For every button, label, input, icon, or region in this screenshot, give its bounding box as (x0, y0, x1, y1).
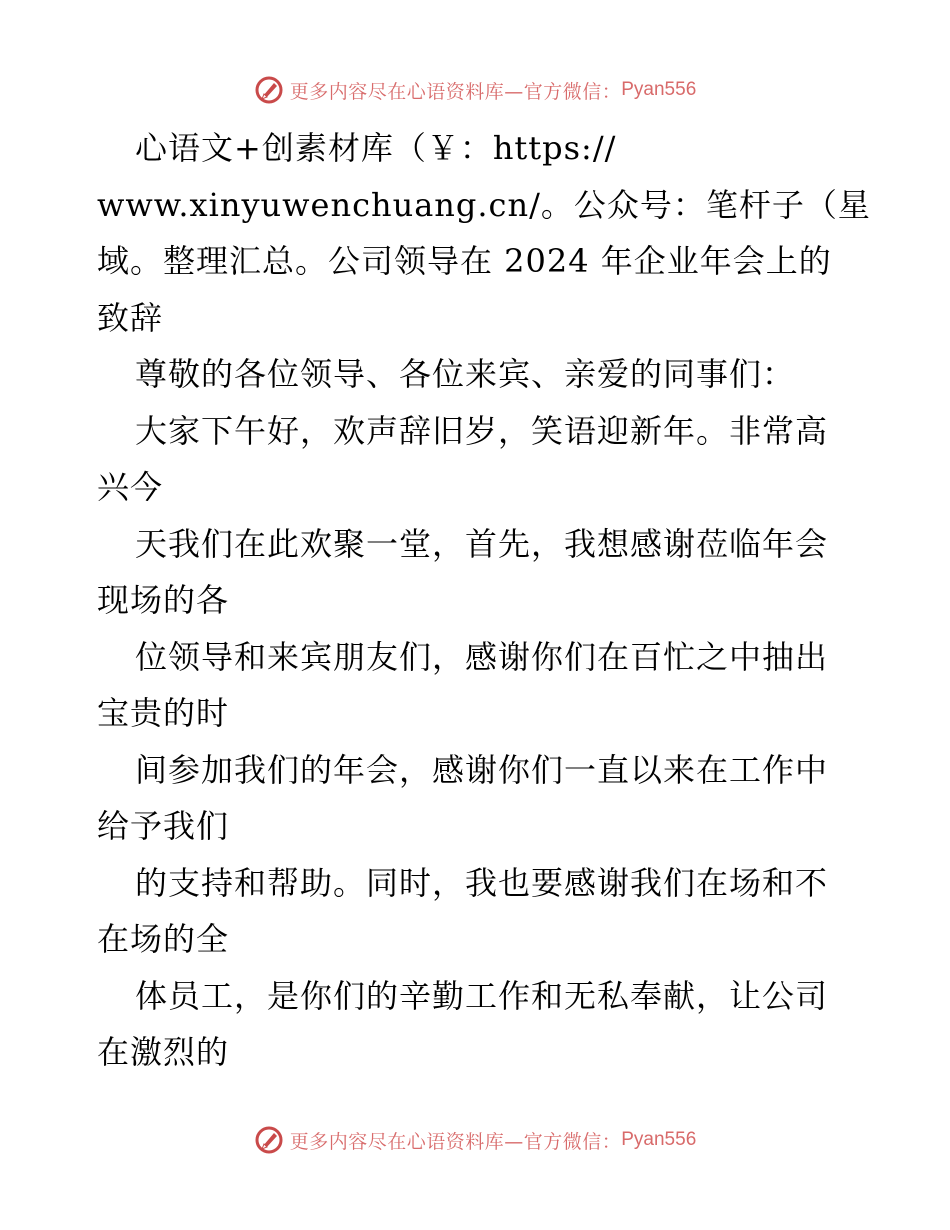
text-line: 域。整理汇总。公司领导在 2024 年企业年会上的 (97, 242, 832, 280)
pen-logo-icon (254, 75, 284, 105)
text-line: 现场的各 (97, 581, 230, 619)
text-line: www.xinyuwenchuang.cn/。公众号：笔杆子（星 (97, 185, 871, 224)
text-line: 尊敬的各位领导、各位来宾、亲爱的同事们： (135, 355, 796, 393)
footer-banner-id: Pyan556 (621, 1129, 697, 1150)
footer-banner-text: 更多内容尽在心语资料库—官方微信： (289, 1130, 622, 1153)
text-line: 给予我们 (97, 807, 230, 845)
footer-banner (0, 1122, 950, 1158)
text-line: 的支持和帮助。同时，我也要感谢我们在场和不 (135, 863, 829, 902)
text-line: 在场的全 (97, 920, 230, 958)
document-body (97, 120, 871, 1081)
text-line: 在激烈的 (97, 1033, 230, 1071)
text-line: 体员工，是你们的辛勤工作和无私奉献，让公司 (135, 976, 829, 1015)
text-line: 位领导和来宾朋友们，感谢你们在百忙之中抽出 (135, 637, 829, 676)
text-line: 大家下午好，欢声辞旧岁，笑语迎新年。非常高 (135, 411, 829, 450)
header-banner-id: Pyan556 (621, 79, 697, 100)
text-line: 致辞 (97, 298, 164, 337)
text-line: 宝贵的时 (97, 694, 230, 732)
pen-logo-icon (254, 1125, 284, 1155)
text-line: 天我们在此欢聚一堂，首先，我想感谢莅临年会 (135, 524, 829, 563)
text-line: 间参加我们的年会，感谢你们一直以来在工作中 (135, 750, 829, 789)
text-line: 心语文+创素材库（￥：https:// (135, 129, 617, 167)
header-banner-text: 更多内容尽在心语资料库—官方微信： (289, 80, 622, 103)
header-banner (0, 72, 950, 108)
text-line: 兴今 (97, 468, 164, 506)
